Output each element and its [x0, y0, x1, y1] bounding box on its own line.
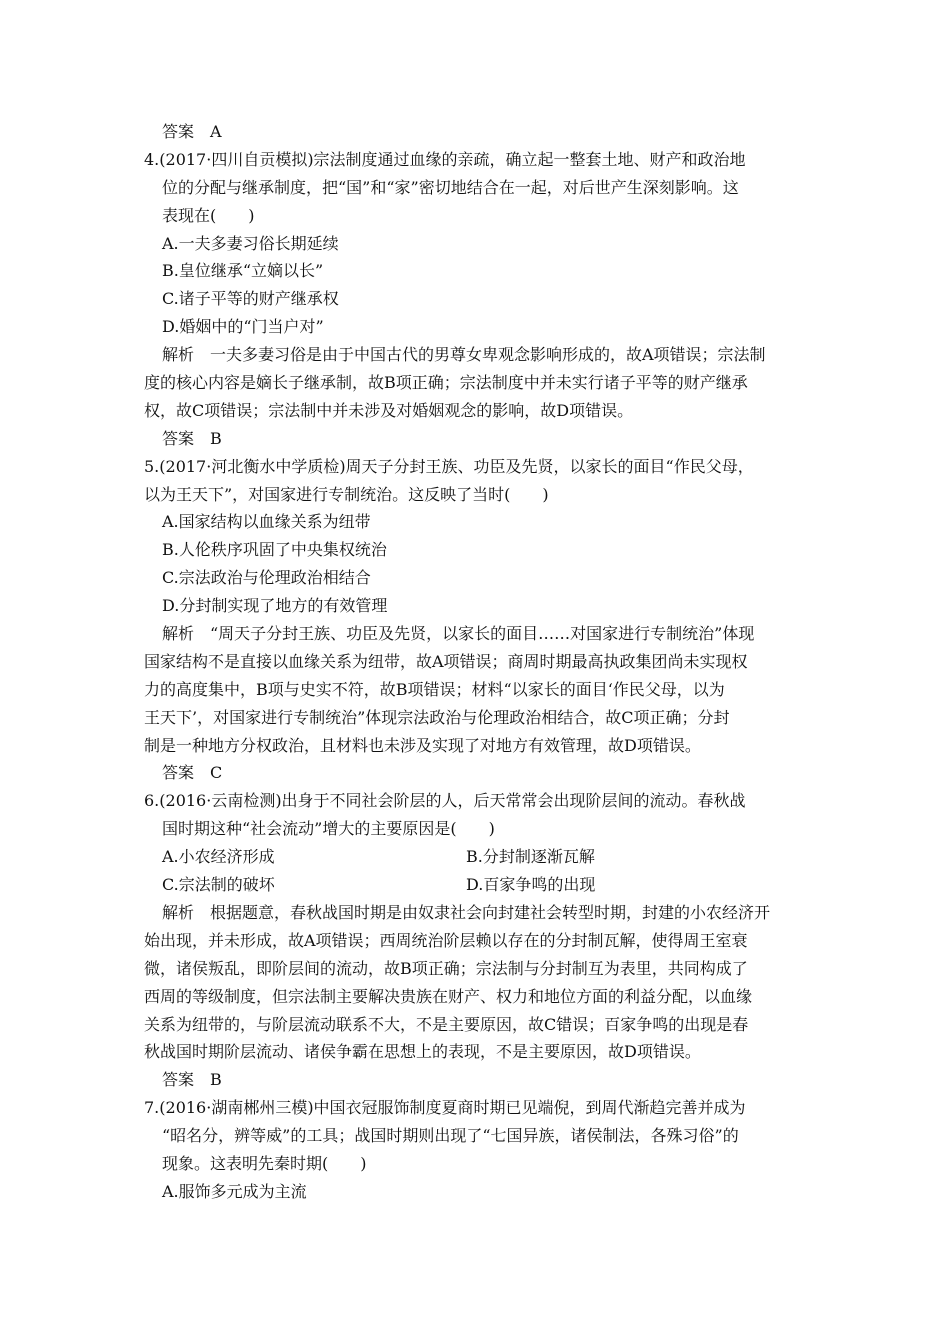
q5-stem-line-1: 5.(2017·河北衡水中学质检)周天子分封王族、功臣及先贤，以家长的面目“作民父母， [144, 456, 754, 476]
q7-option-a: A.服饰多元成为主流 [162, 1181, 307, 1201]
question-4 [144, 146, 804, 453]
q4-stem-line-2: 位的分配与继承制度，把“国”和“家”密切地结合在一起，对后世产生深刻影响。这 [162, 177, 739, 197]
q6-analysis-line-4: 西周的等级制度，但宗法制主要解决贵族在财产、权力和地位方面的利益分配，以血缘 [144, 986, 753, 1006]
q6-analysis-line-6: 秋战国时期阶层流动、诸侯争霸在思想上的表现，不是主要原因，故D项错误。 [144, 1042, 701, 1062]
q6-analysis-line-3: 微，诸侯叛乱，即阶层间的流动，故B项正确；宗法制与分封制互为表里，共同构成了 [144, 958, 748, 978]
answer-q5: 答案 C [162, 763, 223, 783]
answer-q4: 答案 B [162, 428, 222, 448]
q5-analysis-line-3: 力的高度集中，B项与史实不符，故B项错误；材料“以家长的面目‘作民父母，以为 [144, 679, 725, 699]
q7-stem-line-2: “昭名分，辨等威”的工具；战国时期则出现了“七国异族，诸侯制法，各殊习俗”的 [162, 1126, 739, 1146]
q6-stem-line-2: 国时期这种“社会流动”增大的主要原因是( ) [162, 819, 495, 839]
q5-analysis-line-5: 制是一种地方分权政治，且材料也未涉及实现了对地方有效管理，故D项错误。 [144, 735, 701, 755]
q5-analysis-line-1: 解析 “周天子分封王族、功臣及先贤，以家长的面目……对国家进行专制统治”体现 [162, 624, 755, 644]
question-6 [144, 787, 804, 1094]
q6-analysis-line-2: 始出现，并未形成，故A项错误；西周统治阶层赖以存在的分封制瓦解，使得周王室衰 [144, 930, 748, 950]
q6-option-a: A.小农经济形成 [162, 847, 275, 867]
q6-stem-line-1: 6.(2016·云南检测)出身于不同社会阶层的人，后天常常会出现阶层间的流动。春秋战 [144, 791, 746, 811]
answer-q3: 答案 A [162, 122, 222, 141]
q4-option-a: A.一夫多妻习俗长期延续 [162, 233, 339, 253]
q4-stem-line-1: 4.(2017·四川自贡模拟)宗法制度通过血缘的亲疏，确立起一整套土地、财产和政治地 [144, 149, 746, 169]
q6-option-c: C.宗法制的破坏 [162, 875, 275, 895]
question-block [144, 118, 804, 1206]
q6-option-d: D.百家争鸣的出现 [466, 875, 596, 895]
q6-options-row-2 [144, 871, 804, 899]
question-5 [144, 453, 804, 788]
q5-option-a: A.国家结构以血缘关系为纽带 [162, 512, 371, 532]
q5-stem-line-2: 以为王天下”，对国家进行专制统治。这反映了当时( ) [144, 484, 549, 504]
q5-option-c: C.宗法政治与伦理政治相结合 [162, 568, 371, 588]
q4-option-d: D.婚姻中的“门当户对” [162, 317, 324, 337]
q6-analysis-line-1: 解析 根据题意，春秋战国时期是由奴隶社会向封建社会转型时期，封建的小农经济开 [162, 902, 771, 922]
q5-analysis-line-2: 国家结构不是直接以血缘关系为纽带，故A项错误；商周时期最高执政集团尚未实现权 [144, 651, 748, 671]
q4-analysis-line-1: 解析 一夫多妻习俗是由于中国古代的男尊女卑观念影响形成的，故A项错误；宗法制 [162, 345, 766, 365]
q4-analysis-line-3: 权，故C项错误；宗法制中并未涉及对婚姻观念的影响，故D项错误。 [144, 400, 634, 420]
q5-option-b: B.人伦秩序巩固了中央集权统治 [162, 540, 387, 560]
question-7 [144, 1094, 804, 1206]
q6-options-row-1 [144, 843, 804, 871]
q7-stem-line-3: 现象。这表明先秦时期( ) [162, 1153, 367, 1173]
q7-stem-line-1: 7.(2016·湖南郴州三模)中国衣冠服饰制度夏商时期已见端倪，到周代渐趋完善并成为 [144, 1098, 746, 1118]
q4-stem-line-3: 表现在( ) [162, 205, 255, 225]
q5-analysis-line-4: 王天下’，对国家进行专制统治”体现宗法政治与伦理政治相结合，故C项正确；分封 [144, 707, 730, 727]
q4-option-c: C.诸子平等的财产继承权 [162, 289, 339, 309]
q5-option-d: D.分封制实现了地方的有效管理 [162, 596, 388, 616]
q4-option-b: B.皇位继承“立嫡以长” [162, 261, 324, 281]
q6-analysis-line-5: 关系为纽带的，与阶层流动联系不大，不是主要原因，故C错误；百家争鸣的出现是春 [144, 1014, 749, 1034]
answer-q6: 答案 B [162, 1070, 222, 1090]
q4-analysis-line-2: 度的核心内容是嫡长子继承制，故B项正确；宗法制度中并未实行诸子平等的财产继承 [144, 373, 748, 393]
q6-option-b: B.分封制逐渐瓦解 [466, 847, 595, 867]
